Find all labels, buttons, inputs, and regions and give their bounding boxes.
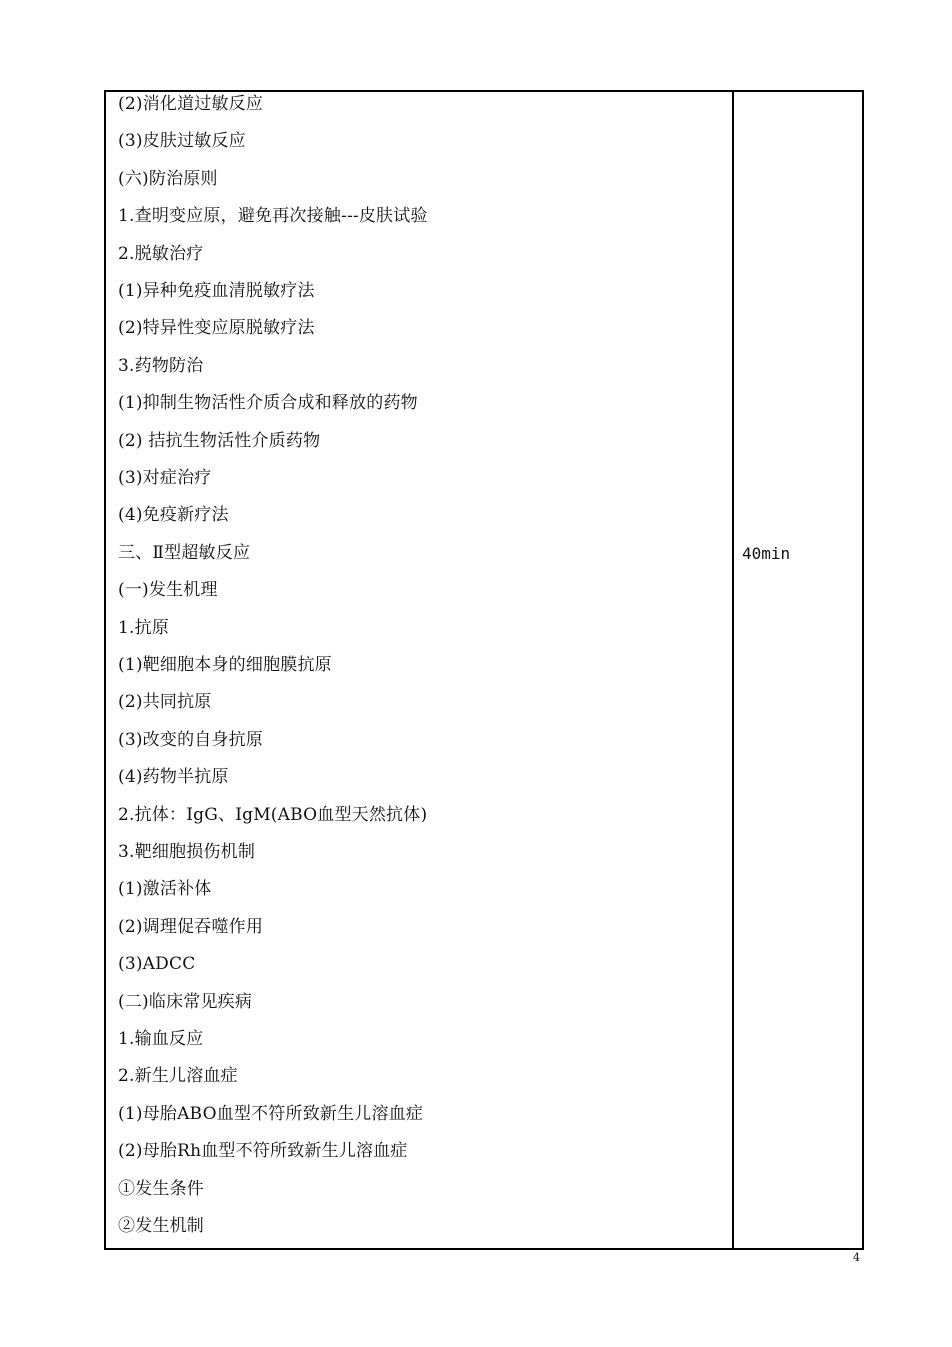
content-line: (2)特异性变应原脱敏疗法 — [118, 318, 315, 339]
content-line: (1)激活补体 — [118, 879, 212, 900]
content-line: 3.靶细胞损伤机制 — [118, 842, 256, 862]
content-line: 1.抗原 — [118, 617, 170, 638]
content-line: (3)对症治疗 — [118, 468, 212, 488]
content-line: (六)防治原则 — [118, 168, 218, 189]
content-line: (3)皮肤过敏反应 — [118, 131, 246, 152]
content-line: ①发生条件 — [118, 1178, 204, 1199]
content-line: 1.查明变应原，避免再次接触---皮肤试验 — [118, 206, 428, 227]
content-line: (一)发生机理 — [118, 580, 218, 601]
page-number: 4 — [853, 1251, 860, 1264]
content-line: 3.药物防治 — [118, 355, 204, 376]
content-line: ②发生机制 — [118, 1216, 204, 1236]
content-cell — [106, 92, 734, 1248]
content-line: (1)母胎ABO血型不符所致新生儿溶血症 — [118, 1103, 424, 1124]
content-line: (4)药物半抗原 — [118, 767, 229, 788]
content-line: (2)母胎Rh血型不符所致新生儿溶血症 — [118, 1141, 408, 1162]
content-line: 1.输血反应 — [118, 1029, 204, 1049]
content-line: (1)靶细胞本身的细胞膜抗原 — [118, 655, 332, 675]
content-line: (2)消化道过敏反应 — [118, 94, 264, 114]
content-line: (4)免疫新疗法 — [118, 505, 229, 526]
time-allocation: 40min — [742, 544, 791, 563]
lesson-table — [104, 90, 864, 1250]
content-line: (3)ADCC — [118, 954, 196, 975]
content-line: 2.脱敏治疗 — [118, 243, 204, 264]
content-line: (1)抑制生物活性介质合成和释放的药物 — [118, 393, 418, 414]
time-cell — [734, 92, 862, 1248]
content-line: (2)调理促吞噬作用 — [118, 916, 264, 937]
content-line: (2) 拮抗生物活性介质药物 — [118, 430, 321, 451]
content-line: (二)临床常见疾病 — [118, 991, 253, 1012]
content-line: 2.新生儿溶血症 — [118, 1066, 238, 1087]
content-line: 三、Ⅱ型超敏反应 — [118, 542, 251, 563]
content-line: (2)共同抗原 — [118, 692, 212, 713]
content-line: (1)异种免疫血清脱敏疗法 — [118, 281, 315, 301]
content-line: 2.抗体：IgG、IgM(ABO血型天然抗体) — [118, 804, 428, 825]
content-line: (3)改变的自身抗原 — [118, 729, 264, 750]
